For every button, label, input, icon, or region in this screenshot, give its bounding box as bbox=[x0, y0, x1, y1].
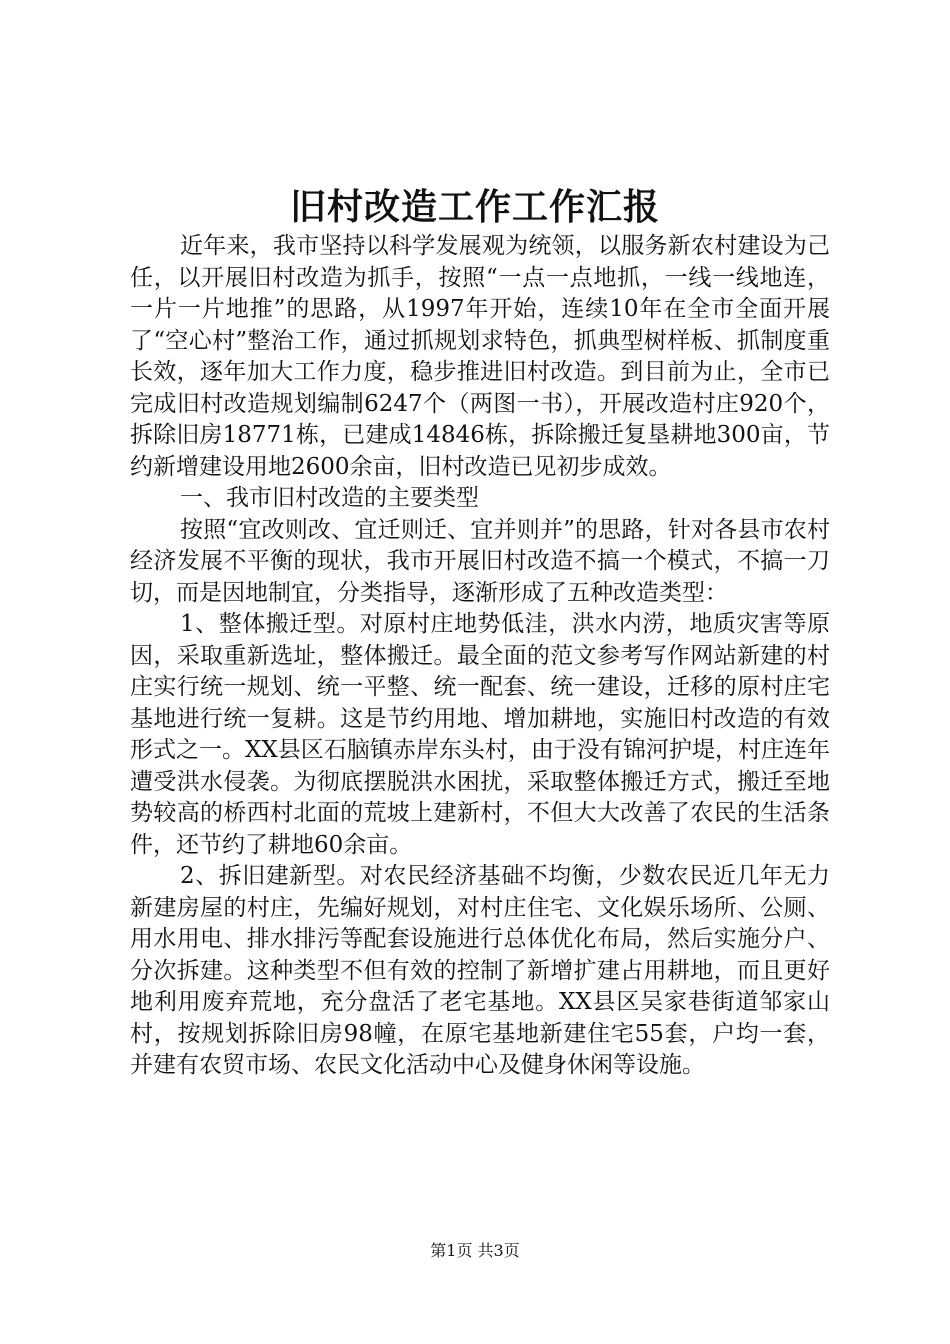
section-heading: 一、我市旧村改造的主要类型 bbox=[180, 485, 479, 511]
document-title: 旧村改造工作工作汇报 bbox=[289, 186, 660, 228]
document-body bbox=[130, 231, 830, 1082]
paragraph-types-overview: 按照“宜改则改、宜迁则迁、宜并则并”的思路，针对各县市农村经济发展不平衡的现状，我市开展旧村改造不搞一个模式，不搞一刀切，而是因地制宜，分类指导，逐渐形成了五种改造类型： bbox=[130, 516, 830, 606]
page-number-footer: 第1页 共3页 bbox=[430, 1241, 520, 1260]
paragraph-type-2: 2、拆旧建新型。对农民经济基础不均衡，少数农民近几年无力新建房屋的村庄，先编好规划，对村庄住宅、文化娱乐场所、公厕、用水用电、排水排污等配套设施进行总体优化布局，然后实施分户、分次拆建。这种类型不但有效的控制了新增扩建占用耕地，而且更好地利用废弃荒地，充分盘活了老宅基地。XX县区吴家巷街道邹家山村，按规划拆除旧房98幢，在原宅基地新建住宅55套，户均一套，并建有农贸市场、农民文化活动中心及健身休闲等设施。 bbox=[130, 863, 830, 1078]
paragraph-intro: 近年来，我市坚持以科学发展观为统领，以服务新农村建设为己任，以开展旧村改造为抓手，按照“一点一点地抓，一线一线地连，一片一片地推”的思路，从1997年开始，连续10年在全市全面开展了“空心村”整治工作，通过抓规划求特色，抓典型树样板、抓制度重长效，逐年加大工作力度，稳步推进旧村改造。到目前为止，全市已完成旧村改造规划编制6247个（两图一书），开展改造村庄920个，拆除旧房18771栋，已建成14846栋，拆除搬迁复垦耕地300亩，节约新增建设用地2600余亩，旧村改造已见初步成效。 bbox=[130, 233, 830, 480]
paragraph-type-1: 1、整体搬迁型。对原村庄地势低洼，洪水内涝，地质灾害等原因，采取重新选址，整体搬迁。最全面的范文参考写作网站新建的村庄实行统一规划、统一平整、统一配套、统一建设，迁移的原村庄宅基地进行统一复耕。这是节约用地、增加耕地，实施旧村改造的有效形式之一。XX县区石脑镇赤岸东头村，由于没有锦河护堤，村庄连年遭受洪水侵袭。为彻底摆脱洪水困扰，采取整体搬迁方式，搬迁至地势较高的桥西村北面的荒坡上建新村，不但大大改善了农民的生活条件，还节约了耕地60余亩。 bbox=[130, 611, 830, 858]
